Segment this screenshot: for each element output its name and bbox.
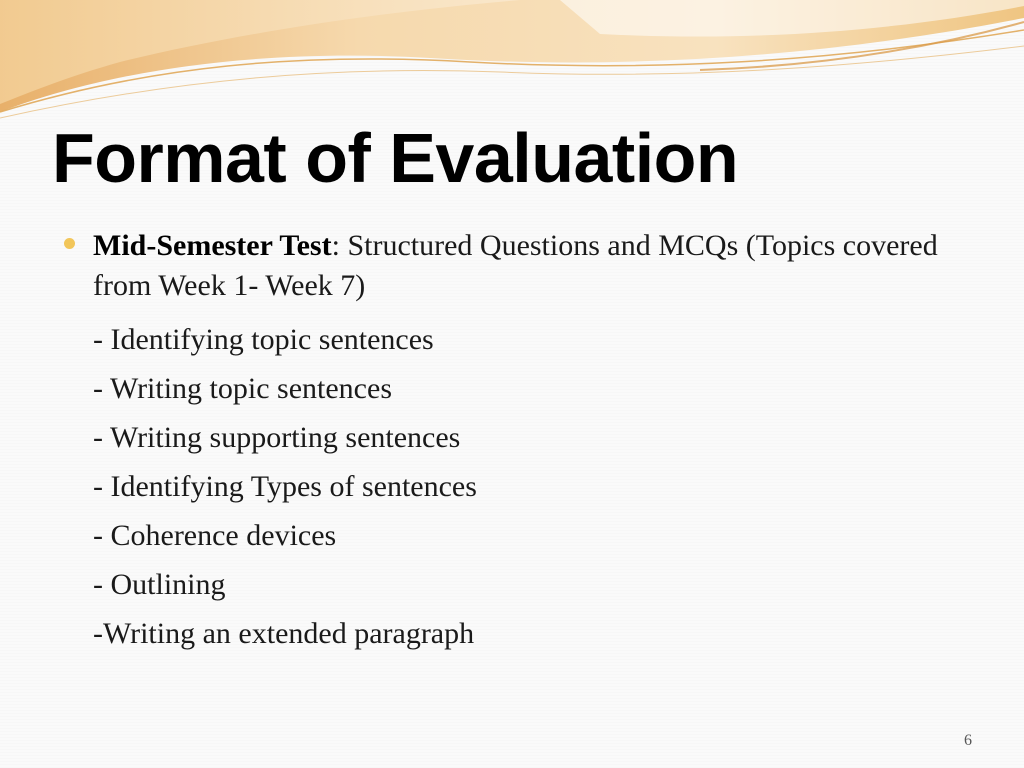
topic-item: - Coherence devices (93, 519, 337, 552)
topic-item: - Identifying Types of sentences (93, 470, 477, 503)
bullet-icon (64, 238, 75, 249)
slide-title: Format of Evaluation (52, 119, 739, 197)
lead-description: Structured Questions and MCQs (Topics covered from Week 1- Week 7) (93, 229, 938, 302)
lead-paragraph (93, 226, 964, 306)
lead-separator: : (331, 229, 348, 262)
page-number: 6 (964, 732, 972, 749)
topic-list (93, 315, 964, 658)
topic-item: -Writing an extended paragraph (93, 617, 475, 650)
slide-content (64, 226, 964, 658)
topic-item: - Writing topic sentences (93, 372, 392, 405)
topic-item: - Outlining (93, 568, 226, 601)
lead-term: Mid-Semester Test (93, 229, 332, 262)
topic-item: - Writing supporting sentences (93, 421, 461, 454)
topic-item: - Identifying topic sentences (93, 323, 434, 356)
